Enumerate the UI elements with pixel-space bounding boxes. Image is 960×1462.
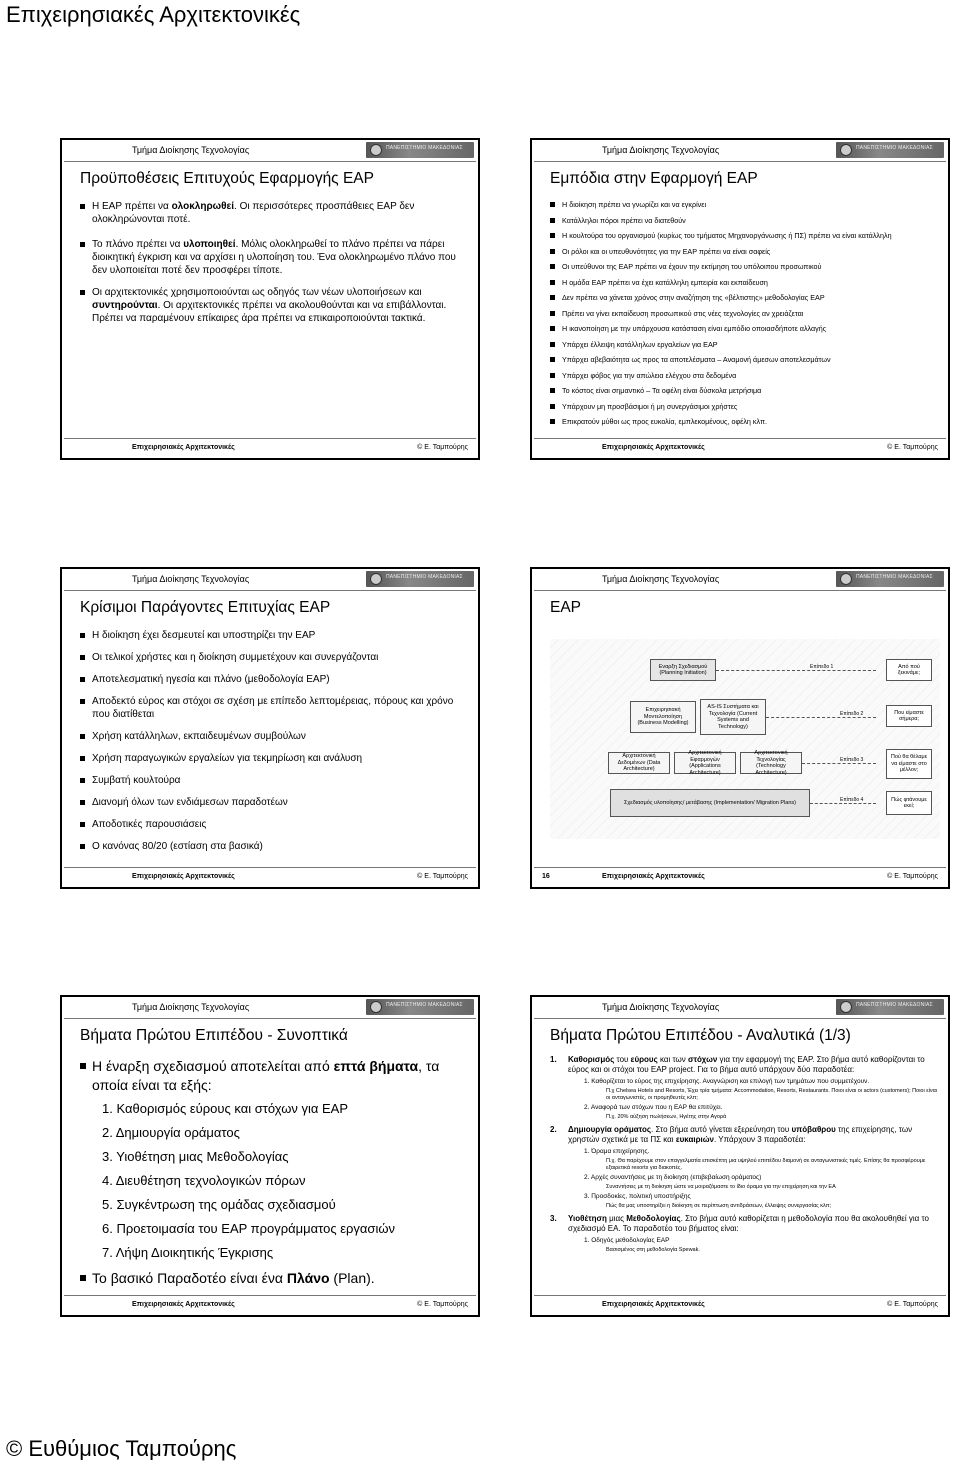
list-item: Οι υπεύθυνοι της ΕΑΡ πρέπει να έχουν την εκτίμηση του υπόλοιπου προσωπικού	[550, 262, 938, 271]
level-3-line	[802, 763, 876, 764]
slide-5	[60, 995, 480, 1317]
level-1-line	[716, 670, 876, 671]
footer-course: Επιχειρησιακές Αρχιτεκτονικές	[602, 444, 705, 451]
step-text: και των	[657, 1055, 689, 1064]
intro-text: Η έναρξη σχεδιασμού αποτελείται από	[92, 1058, 334, 1074]
list-item: Χρήση κατάλληλων, εκπαιδευμένων συμβούλων	[80, 730, 468, 743]
question-1-box: Από πού ξεκινάμε;	[886, 659, 932, 681]
outro-text: Το βασικό Παραδοτέο είναι ένα	[92, 1270, 287, 1286]
list-item: Χρήση παραγωγικών εργαλείων για τεκμηρίωση και ανάλυση	[80, 752, 468, 765]
department-label: Τμήμα Διοίκησης Τεχνολογίας	[602, 1002, 720, 1012]
department-label: Τμήμα Διοίκησης Τεχνολογίας	[602, 574, 720, 584]
migration-plans-box: Σχεδιασμός υλοποίησης/ μετάβασης (Implementation/ Migration Plans)	[610, 789, 810, 817]
outro-text-end: (Plan).	[329, 1270, 375, 1286]
seal-icon	[840, 573, 852, 585]
slide-3	[60, 567, 480, 889]
step-text: του	[614, 1055, 631, 1064]
list-item: Οι ρόλοι και οι υπευθυνότητες για την ΕΑΡ πρέπει να είναι σαφείς	[550, 247, 938, 256]
footer-course: Επιχειρησιακές Αρχιτεκτονικές	[132, 1301, 235, 1308]
bullet-list	[550, 200, 938, 426]
footer-rule	[534, 867, 946, 868]
step-1	[550, 1055, 938, 1074]
seal-icon	[840, 144, 852, 156]
footer-author: © Ε. Ταμπούρης	[417, 1301, 468, 1308]
step-bold: Καθορισμός	[568, 1055, 615, 1064]
list-item: Η ομάδα ΕΑΡ πρέπει να έχει κατάλληλη εμπειρία και εκπαίδευση	[550, 278, 938, 287]
slide-header	[532, 997, 948, 1019]
step-item: 1. Καθορισμός εύρους και στόχων για ΕΑΡ	[102, 1101, 349, 1116]
slide-header	[62, 140, 478, 162]
sub-sub-item: Συναντήσεις με τη διοίκηση ώστε να μοιραζόμαστε το ίδιο όραμα για την επιχείρηση και την ΕΑ	[606, 1184, 836, 1190]
logo-text: ΠΑΝΕΠΙΣΤΗΜΙΟ ΜΑΚΕΔΟΝΙΑΣ	[856, 1002, 933, 1008]
footer-rule	[64, 1295, 476, 1296]
sub-item: 2. Αναφορά των στόχων που η ΕΑΡ θα επιτύχει.	[584, 1104, 723, 1111]
sub-item: 1. Καθορίζεται το εύρος της επιχείρησης. Αναγνώριση και επιλογή των τμημάτων που συμμετέχουν.	[584, 1078, 870, 1085]
logo-text: ΠΑΝΕΠΙΣΤΗΜΙΟ ΜΑΚΕΔΟΝΙΑΣ	[386, 145, 463, 151]
step-text: της επιχείρησης, των χρηστών σχετικά με τα ΠΣ και	[568, 1125, 913, 1144]
logo-text: ΠΑΝΕΠΙΣΤΗΜΙΟ ΜΑΚΕΔΟΝΙΑΣ	[856, 574, 933, 580]
bullet-list	[80, 1057, 468, 1095]
list-item: Η διοίκηση πρέπει να γνωρίζει και να εγκρίνει	[550, 200, 938, 209]
university-logo	[366, 571, 474, 587]
footer-course: Επιχειρησιακές Αρχιτεκτονικές	[132, 444, 235, 451]
list-item: Πρέπει να γίνει εκπαίδευση προσωπικού στις νέες τεχνολογίες αν χρειάζεται	[550, 309, 938, 318]
slide-footer	[62, 867, 478, 887]
slide-header	[532, 140, 948, 162]
question-3-box: Πού θα θέλαμε να είμαστε στο μέλλον;	[886, 749, 932, 779]
sub-sub-item: Π.χ. Θα παρέχουμε στον επαγγελματία επισκέπτη μια υψηλού επιπέδου διαμονή σε ανταγωνιστικές τιμές. Επίσης θα προσφέρουμε εξαιρετικά resorts για διακοπές.	[606, 1158, 926, 1171]
step-2	[550, 1125, 938, 1144]
list-item: Το πλάνο πρέπει να υλοποιηθεί. Μόλις ολοκληρωθεί το πλάνο πρέπει να πάρει διοικητική έγκριση και να αρχίσει η υλοποίηση του. Ένα ολοκληρωμένο πλάνο που δεν υλοποιείται ποτέ δεν προσφέρει τίποτε.	[80, 238, 468, 277]
footer-course: Επιχειρησιακές Αρχιτεκτονικές	[602, 1301, 705, 1308]
slide-title: Κρίσιμοι Παράγοντες Επιτυχίας ΕΑΡ	[80, 599, 331, 616]
step-text: μιας	[606, 1214, 627, 1223]
sub-sub-item: Π.χ. 20% αύξηση πωλήσεων, Ηγέτης στην Αγορά	[606, 1114, 727, 1120]
level-2-line	[766, 717, 876, 718]
seal-icon	[370, 573, 382, 585]
business-box: Επιχειρησιακή Μοντελοποίηση (Business Modelling)	[630, 701, 696, 733]
bullet-list-outro	[80, 1269, 468, 1288]
level-3-label: Επίπεδο 3	[840, 757, 864, 763]
planning-box: Εναρξη Σχεδιασμού (Planning Initiation)	[650, 659, 716, 681]
footer-course: Επιχειρησιακές Αρχιτεκτονικές	[602, 873, 705, 880]
list-item	[80, 1057, 468, 1095]
university-logo	[366, 142, 474, 158]
outro-bold: Πλάνο	[286, 1270, 330, 1286]
slide-title: Προϋποθέσεις Επιτυχούς Εφαρμογής ΕΑΡ	[80, 170, 374, 187]
current-systems-box: AS-IS Συστήματα και Τεχνολογία (Current Systems and Technology)	[700, 699, 766, 735]
footer-author: © Ε. Ταμπούρης	[417, 444, 468, 451]
sub-item: 3. Προσδοκίες, πολιτική υποστήριξης	[584, 1193, 691, 1200]
step-number: 2.	[550, 1125, 557, 1134]
slide-6	[530, 995, 950, 1317]
slide-footer	[532, 438, 948, 458]
slide-footer	[62, 1295, 478, 1315]
footer-rule	[64, 438, 476, 439]
slide-2	[530, 138, 950, 460]
department-label: Τμήμα Διοίκησης Τεχνολογίας	[132, 145, 250, 155]
step-number: 1.	[550, 1055, 557, 1064]
level-4-label: Επίπεδο 4	[840, 797, 864, 803]
page-number: 16	[542, 873, 550, 880]
sub-sub-item: Βασισμένος στη μεθοδολογία Spewak.	[606, 1247, 700, 1253]
list-item: Αποδοτικές παρουσιάσεις	[80, 818, 468, 831]
list-item: Η ΕΑΡ πρέπει να ολοκληρωθεί. Οι περισσότερες προσπάθειες ΕΑΡ δεν ολοκληρώνονται ποτέ.	[80, 200, 468, 226]
university-logo	[836, 999, 944, 1015]
sub-sub-item: Πώς θα μας υποστηρίξει η διοίκηση σε περίπτωση αντιδράσεων, έλλειψης συνεργασίας κλπ;	[606, 1203, 832, 1209]
level-2-label: Επίπεδο 2	[840, 711, 864, 717]
list-item: Υπάρχει έλλειψη κατάλληλων εργαλείων για ΕΑΡ	[550, 340, 938, 349]
header-rule	[64, 1018, 476, 1019]
slide-title: ΕΑΡ	[550, 599, 582, 616]
logo-text: ΠΑΝΕΠΙΣΤΗΜΙΟ ΜΑΚΕΔΟΝΙΑΣ	[386, 1002, 463, 1008]
list-item: Ο κανόνας 80/20 (εστίαση στα βασικά)	[80, 840, 468, 853]
step-3	[550, 1214, 938, 1233]
step-item: 3. Υιοθέτηση μιας Μεθοδολογίας	[102, 1149, 289, 1164]
footer-author: © Ε. Ταμπούρης	[887, 873, 938, 880]
intro-text-end: , τα οποία είναι τα εξής:	[92, 1058, 440, 1093]
list-item: Κατάλληλοι πόροι πρέπει να διατεθούν	[550, 216, 938, 225]
step-bold: Δημιουργία οράματος	[568, 1125, 652, 1134]
footer-rule	[534, 438, 946, 439]
step-text: για την εφαρμογή της ΕΑΡ. Στο βήμα αυτό καθορίζονται το εύρος και οι στόχοι του ΕΑΡ project. Για το βήμα αυτό υπάρχουν δύο παραδοτέα:	[568, 1055, 925, 1074]
footer-author: © Ε. Ταμπούρης	[417, 873, 468, 880]
header-rule	[64, 161, 476, 162]
sub-sub-item: Π.χ Chelsea Hotels and Resorts, Έχει τρία τμήματα: Accommodation, Resorts, Restaurants. Ποιοι είναι οι actors (customers); Ποιοι είναι οι ανταγωνιστές, οι προμηθευτές κλπ;	[606, 1088, 938, 1101]
slide-4	[530, 567, 950, 889]
applications-architecture-box: Αρχιτεκτονική Εφαρμογών (Applications Architecture)	[674, 752, 736, 774]
header-rule	[534, 590, 946, 591]
step-item: 5. Συγκέντρωση της ομάδας σχεδιασμού	[102, 1197, 336, 1212]
list-item: Επικρατούν μύθοι ως προς ευκολία, εμπλεκομένους, οφέλη κλπ.	[550, 417, 938, 426]
step-item: 2. Δημιουργία οράματος	[102, 1125, 240, 1140]
step-bold: Υιοθέτηση	[568, 1214, 607, 1223]
question-4-box: Πώς φτάνουμε εκεί;	[886, 791, 932, 815]
slide-footer	[62, 438, 478, 458]
slide-footer	[532, 867, 948, 887]
intro-bold: επτά βήματα	[333, 1058, 419, 1074]
slide-1	[60, 138, 480, 460]
list-item: Υπάρχουν μη προσβάσιμοι ή μη συνεργάσιμοι χρήστες	[550, 402, 938, 411]
university-logo	[366, 999, 474, 1015]
technology-architecture-box: Αρχιτεκτονική Τεχνολογίας (Technology Architecture)	[740, 752, 802, 774]
footer-author: © Ε. Ταμπούρης	[887, 1301, 938, 1308]
list-item: Υπάρχει αβεβαιότητα ως προς τα αποτελέσματα – Αναμονή άμεσων αποτελεσμάτων	[550, 355, 938, 364]
sub-item: 1. Όραμα επιχείρησης.	[584, 1148, 650, 1155]
logo-text: ΠΑΝΕΠΙΣΤΗΜΙΟ ΜΑΚΕΔΟΝΙΑΣ	[856, 145, 933, 151]
step-bold: Μεθοδολογίας	[626, 1214, 681, 1223]
department-label: Τμήμα Διοίκησης Τεχνολογίας	[602, 145, 720, 155]
header-rule	[64, 590, 476, 591]
university-logo	[836, 571, 944, 587]
step-item: 7. Λήψη Διοικητικής Έγκρισης	[102, 1245, 274, 1260]
document-title: Επιχειρησιακές Αρχιτεκτονικές	[6, 2, 301, 27]
sub-item: 2. Αρχές συναντήσεις με τη διοίκηση (επιβεβαίωση οράματος)	[584, 1174, 762, 1181]
step-bold: στόχων	[688, 1055, 718, 1064]
header-rule	[534, 1018, 946, 1019]
step-item: 6. Προετοιμασία του ΕΑΡ προγράμματος εργασιών	[102, 1221, 395, 1236]
list-item: Διανομή όλων των ενδιάμεσων παραδοτέων	[80, 796, 468, 809]
question-2-box: Που είμαστε σήμερα;	[886, 705, 932, 727]
slide-header	[62, 569, 478, 591]
footer-author: © Ε. Ταμπούρης	[887, 444, 938, 451]
step-bold: εύρους	[630, 1055, 658, 1064]
step-item: 4. Διευθέτηση τεχνολογικών πόρων	[102, 1173, 306, 1188]
seal-icon	[370, 144, 382, 156]
level-1-label: Επίπεδο 1	[810, 664, 834, 670]
step-text: . Στο βήμα αυτό καθορίζεται η μεθοδολογία που θα ακολουθηθεί για το σχεδιασμό ΕΑ. Το παραδοτέο του βήματος είναι:	[568, 1214, 929, 1233]
list-item: Οι τελικοί χρήστες και η διοίκηση συμμετέχουν και συνεργάζονται	[80, 651, 468, 664]
list-item	[80, 1269, 468, 1288]
steps-list	[102, 1097, 468, 1265]
step-bold: ευκαιριών	[675, 1134, 714, 1144]
footer-course: Επιχειρησιακές Αρχιτεκτονικές	[132, 873, 235, 880]
sub-item: 1. Οδηγός μεθοδολογίας ΕΑΡ	[584, 1237, 670, 1244]
list-item: Η κουλτούρα του οργανισμού (κυρίως του τμήματος Μηχανοργάνωσης ή ΠΣ) πρέπει να είναι κατάλληλη	[550, 231, 938, 240]
university-logo	[836, 142, 944, 158]
list-item: Συμβατή κουλτούρα	[80, 774, 468, 787]
seal-icon	[840, 1001, 852, 1013]
list-item: Η διοίκηση έχει δεσμευτεί και υποστηρίζει την ΕΑΡ	[80, 629, 468, 642]
slide-title: Βήματα Πρώτου Επιπέδου - Συνοπτικά	[80, 1027, 348, 1044]
bullet-list	[80, 629, 468, 853]
list-item: Το κόστος είναι σημαντικό – Τα οφέλη είναι δύσκολα μετρήσιμα	[550, 386, 938, 395]
list-item: Η ικανοποίηση με την υπάρχουσα κατάσταση είναι εμπόδιο οποιασδήποτε αλλαγής	[550, 324, 938, 333]
logo-text: ΠΑΝΕΠΙΣΤΗΜΙΟ ΜΑΚΕΔΟΝΙΑΣ	[386, 574, 463, 580]
list-item: Αποτελεσματική ηγεσία και πλάνο (μεθοδολογία ΕΑΡ)	[80, 673, 468, 686]
slide-footer	[532, 1295, 948, 1315]
footer-rule	[64, 867, 476, 868]
department-label: Τμήμα Διοίκησης Τεχνολογίας	[132, 574, 250, 584]
slide-title: Εμπόδια στην Εφαρμογή ΕΑΡ	[550, 170, 758, 187]
bullet-list	[80, 200, 468, 325]
list-item: Δεν πρέπει να χάνεται χρόνος στην αναζήτηση της «βέλτιστης» μεθοδολογίας ΕΑΡ	[550, 293, 938, 302]
slide-title: Βήματα Πρώτου Επιπέδου - Αναλυτικά (1/3)	[550, 1027, 851, 1044]
step-text: . Στο βήμα αυτό γίνεται εξερεύνηση του	[651, 1125, 792, 1134]
footer-rule	[534, 1295, 946, 1296]
step-bold: υπόβαθρου	[791, 1125, 836, 1134]
seal-icon	[370, 1001, 382, 1013]
list-item: Οι αρχιτεκτονικές χρησιμοποιούνται ως οδηγός των νέων υλοποιήσεων και συντηρούνται. Οι αρχιτεκτονικές πρέπει να ακολουθούνται και να επιβάλλονται. Πρέπει να παραμένουν επίκαιρες άρα πρέπει να επικαιροποιούνται τακτικά.	[80, 286, 468, 325]
department-label: Τμήμα Διοίκησης Τεχνολογίας	[132, 1002, 250, 1012]
list-item: Υπάρχει φόβος για την απώλεια ελέγχου στα δεδομένα	[550, 371, 938, 380]
step-number: 3.	[550, 1214, 557, 1223]
eap-diagram	[550, 639, 940, 839]
slide-header	[532, 569, 948, 591]
data-architecture-box: Αρχιτεκτονική Δεδομένων (Data Architecture)	[608, 752, 670, 774]
list-item: Αποδεκτό εύρος και στόχοι σε σχέση με επίπεδο λεπτομέρειας, πόρους και χρόνο που διατίθεται	[80, 695, 468, 721]
step-text: . Υπάρχουν 3 παραδοτέα:	[713, 1134, 806, 1144]
document-footer: © Ευθύμιος Ταμπούρης	[6, 1436, 237, 1461]
slide-header	[62, 997, 478, 1019]
header-rule	[534, 161, 946, 162]
level-4-line	[810, 803, 876, 804]
